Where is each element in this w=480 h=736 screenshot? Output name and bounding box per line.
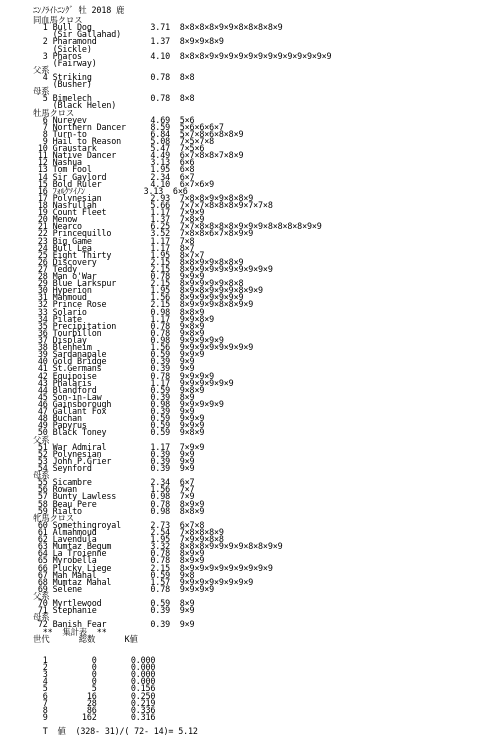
text-line: 39 Sardanapale 0.59 9×9×9 (33, 349, 205, 360)
text-line: 57 Bunty Lawless 0.98 7×9 (33, 491, 195, 502)
summary-row: 3 0 0.000 (33, 669, 156, 680)
text-line: 1 Bull Dog 3.71 8×8×8×8×9×9×8×8×8×8×9 (33, 22, 283, 33)
summary-row: 7 28 0.219 (33, 697, 156, 708)
text-line: 67 Mah Mahal 0.59 9×8 (33, 569, 195, 580)
text-line: 24 Bull Lea 1.17 8×7 (33, 242, 195, 253)
text-line: 60 Somethingroyal 2.73 6×7×8 (33, 519, 205, 530)
text-line: 42 Equipoise 0.78 9×9×9×9 (33, 370, 215, 381)
text-line: 69 Selene 0.78 9×9×9×9 (33, 583, 215, 594)
text-line: 45 Son-in-Law 0.39 8×9 (33, 391, 195, 402)
text-line: 36 Tourbillon 0.78 9×8×9 (33, 327, 205, 338)
text-line: ** 集計表 ** (33, 626, 107, 637)
text-line: (Fairway) (33, 57, 97, 68)
text-line: 52 Polynesian 0.39 9×9 (33, 448, 195, 459)
text-line: 12 Nashua 3.13 6×6 (33, 157, 195, 168)
text-line: 41 St.Germans 0.39 9×9 (33, 363, 195, 374)
text-line: 34 Pilate 1.17 9×9×8×9 (33, 313, 215, 324)
text-line: 母系 (33, 612, 50, 623)
text-line: 牝馬クロス (33, 512, 75, 523)
text-line: (Sickle) (33, 43, 92, 54)
text-line: (Black Helen) (33, 100, 117, 111)
text-line: 32 Prince Rose 2.15 8×9×9×9×8×8×9×9 (33, 299, 254, 310)
text-line: 父系 (33, 590, 50, 601)
text-line: 61 Almahmoud 2.54 7×8×8×8×9 (33, 526, 224, 537)
summary-row: 6 16 0.250 (33, 690, 156, 701)
text-line: 19 Count Fleet 1.17 7×9×9 (33, 207, 205, 218)
text-line: 11 Native Dancer 4.49 6×7×8×8×7×8×9 (33, 150, 244, 161)
text-line: 世代 総数 K値 (33, 633, 138, 644)
text-line: 65 Myrobella 0.78 8×9×9 (33, 555, 205, 566)
text-line: 10 Graustark 5.47 7×5×6 (33, 143, 205, 154)
text-line: 20 Menow 1.37 7×8×9 (33, 214, 205, 225)
text-line: 父系 (33, 434, 50, 445)
text-line: 68 Mumtaz Mahal 1.57 9×9×9×9×9×9×9×9 (33, 576, 254, 587)
summary-row: 5 5 0.156 (33, 683, 156, 694)
text-line: 33 Solario 0.98 8×8×9 (33, 306, 205, 317)
text-line: 47 Gallant Fox 0.39 9×9 (33, 406, 195, 417)
text-line: 53 John P.Grier 0.39 9×9 (33, 455, 195, 466)
text-line: 51 War Admiral 1.17 7×9×9 (33, 441, 205, 452)
text-line: 71 Stephanie 0.39 9×9 (33, 605, 195, 616)
text-line: 4 Striking 0.78 8×8 (33, 71, 195, 82)
text-line: 8 Turn-to 6.84 5×7×8×6×8×8×9 (33, 128, 244, 139)
text-line: 31 Mahmoud 1.56 8×9×9×9×9×9×9 (33, 292, 244, 303)
text-line: 40 Gold Bridge 0.39 9×9 (33, 356, 195, 367)
text-line: 9 Hail to Reason 5.08 7×5×7×8 (33, 135, 215, 146)
text-line: 64 La Troienne 0.78 8×9×9 (33, 548, 205, 559)
text-line: 母系 (33, 86, 50, 97)
document-header: ﾆﾝﾉﾗｲﾄﾆﾝｸﾞ 牡 2018 鹿 (33, 5, 125, 15)
summary-row: 8 86 0.336 (33, 704, 156, 715)
text-line: 2 Pharamond 1.37 8×9×9×8×9 (33, 36, 224, 47)
text-line: 46 Gainsborough 0.98 9×9×9×9×9 (33, 399, 224, 410)
text-line: 3 Pharos 4.10 8×8×8×9×9×9×9×9×9×9×9×9×9×9×9×9 (33, 50, 332, 61)
text-line: 38 Blenheim 1.56 9×9×9×9×9×9×9×9 (33, 342, 254, 353)
text-line: 54 Seynford 0.39 9×9 (33, 463, 195, 473)
text-line: 父系 (33, 64, 50, 75)
text-line: 63 Mumtaz Begum 3.32 8×8×8×9×9×9×9×8×8×9×9 (33, 541, 283, 552)
text-line: 58 Beau Pere 0.78 8×9×9 (33, 498, 205, 509)
text-line: 13 Tom Fool 1.95 6×8 (33, 164, 195, 175)
text-line: 29 Blue Larkspur 2.15 8×9×9×9×9×8×8 (33, 278, 244, 289)
text-line: 14 Sir Gaylord 2.34 6×7 (33, 171, 195, 182)
text-line: 6 Nureyev 4.69 5×6 (33, 114, 195, 125)
text-line: 牡馬クロス (33, 107, 75, 118)
text-line: 16 ﾌｫﾙｸｿｲﾉﾝ 3.13 6×6 (33, 185, 188, 196)
text-line: 50 Black Toney 0.59 9×8×9 (33, 427, 205, 438)
text-line: 28 Man o'War 0.78 9×9×9 (33, 271, 205, 282)
text-line: 23 Big Game 1.17 7×8 (33, 235, 195, 246)
text-line: 62 Lavendula 1.95 7×9×9×8×8 (33, 534, 224, 545)
text-line: (Sir Gallahad) (33, 29, 122, 40)
text-line: 26 Discovery 2.15 8×8×9×9×8×8×9 (33, 256, 244, 267)
summary-footer: T 値 (328- 31)/( 72- 14)= 5.12 (33, 726, 198, 736)
text-line: 37 Display 0.98 9×9×9×9×9 (33, 335, 224, 346)
text-line: 56 Rowan 1.56 7×7 (33, 484, 195, 495)
text-line: 70 Myrtlewood 0.59 8×9 (33, 598, 195, 609)
text-line: 72 Banish Fear 0.39 9×9 (33, 619, 195, 630)
text-line: 44 Blandford 0.59 9×8×9 (33, 384, 205, 395)
summary-row: 9 162 0.316 (33, 711, 156, 722)
pedigree-document (33, 7, 331, 735)
summary-row: 2 0 0.000 (33, 662, 156, 673)
text-line: 21 Nearco 6.25 7×7×8×8×8×8×9×9×9×8×8×8×8×9×9 (33, 221, 322, 232)
text-line: 5 Bimelech 0.78 8×8 (33, 93, 195, 104)
text-line: 母系 (33, 470, 50, 481)
text-line: 27 Teddy 2.15 8×9×9×9×9×9×9×9×9×9 (33, 263, 273, 274)
text-line: 30 Hyperion 1.95 8×9×8×9×9×9×8×9×9 (33, 285, 263, 296)
text-line: 25 Eight Thirty 1.95 8×7×7 (33, 249, 205, 260)
text-line: 18 Nasrullah 5.66 7×7×7×8×8×8×9×7×7×8 (33, 199, 273, 210)
text-line: 55 Sicambre 2.34 6×7 (33, 477, 195, 488)
text-line: 59 Rialto 0.98 8×8×9 (33, 505, 205, 516)
text-line: 49 Papyrus 0.59 9×9×9 (33, 420, 205, 431)
text-line: 7 Northern Dancer 8.59 5×6×6×6×7 (33, 121, 224, 132)
text-line: 35 Precipitation 0.78 9×8×9 (33, 320, 205, 331)
summary-row: 4 0 0.000 (33, 676, 156, 687)
text-line: 同血馬クロス (33, 15, 83, 26)
text-line: 22 Princequillo 3.52 7×8×8×6×7×8×9×9 (33, 228, 254, 239)
text-line: 66 Plucky Liege 2.15 8×9×9×9×9×9×9×9×9×9 (33, 562, 273, 573)
text-line: (Busher) (33, 79, 92, 90)
summary-row: 1 0 0.000 (33, 654, 156, 665)
spacer (33, 643, 331, 650)
text-line: 15 Bold Ruler 4.10 6×7×6×9 (33, 178, 215, 189)
text-line: 43 Phalaris 1.17 9×9×9×9×9×9 (33, 377, 234, 388)
text-line: 17 Polynesian 2.93 7×8×8×9×9×8×8×9 (33, 192, 254, 203)
text-line: 48 Buchan 0.59 9×9×9 (33, 413, 205, 424)
